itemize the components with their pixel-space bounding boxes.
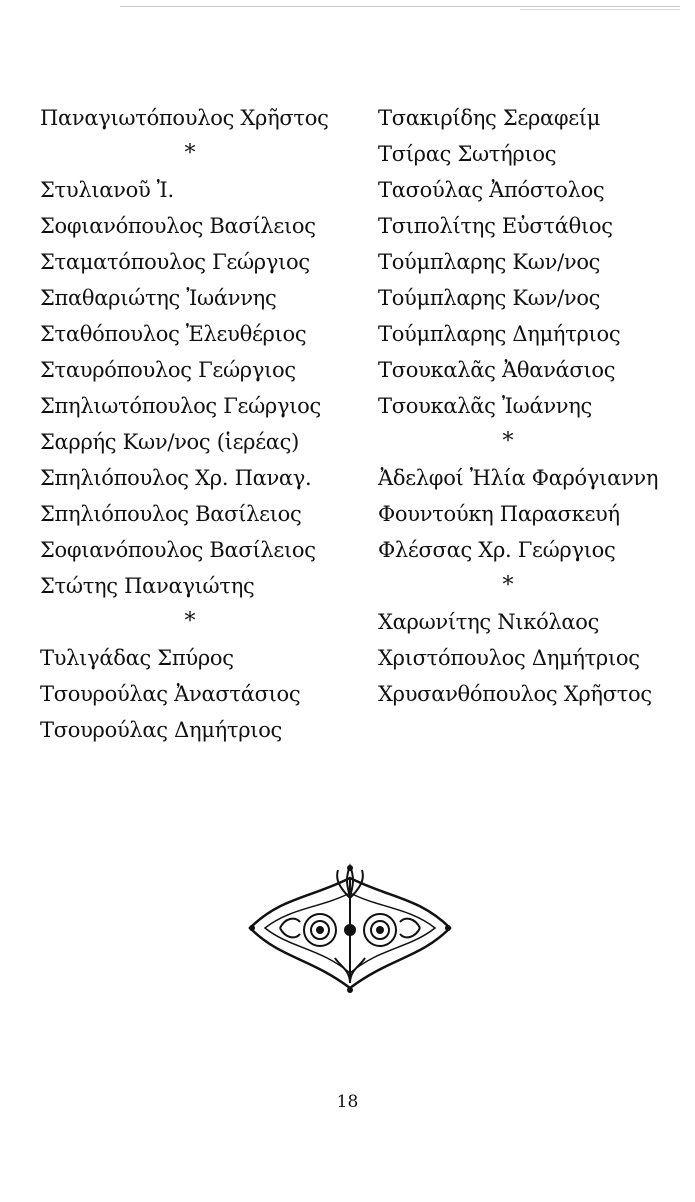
name-entry: Χαρωνίτης Νικόλαος [378,610,600,634]
name-entry: Τασούλας Ἀπόστολος [378,178,605,202]
name-entry: Τσουρούλας Ἀναστάσιος [40,682,301,706]
name-entry: Τσακιρίδης Σεραφείμ [378,106,601,130]
name-entry: Φουντούκη Παρασκευή [378,502,620,526]
name-entry: Τούμπλαρης Κων/νος [378,286,601,310]
section-separator-asterisk: * [502,573,514,598]
name-entry: Τσουκαλᾶς Ἀθανάσιος [378,358,616,382]
top-edge-line-secondary [520,9,680,10]
name-entry: Στυλιανοῦ Ἰ. [40,178,174,202]
name-entry: Τσουκαλᾶς Ἰωάννης [378,394,593,418]
name-entry: Σπηλιόπουλος Βασίλειος [40,502,302,526]
top-edge-line [120,6,680,7]
floral-ornament-icon [240,858,460,998]
name-entry: Τούμπλαρης Κων/νος [378,250,601,274]
name-entry: Τυλιγάδας Σπύρος [40,646,234,670]
name-entry: Στώτης Παναγιώτης [40,574,255,598]
name-entry: Παναγιωτόπουλος Χρῆστος [40,106,329,130]
name-entry: Φλέσσας Χρ. Γεώργιος [378,538,616,562]
section-separator-asterisk: * [184,141,196,166]
name-entry: Σαρρής Κων/νος (ἱερέας) [40,430,300,454]
name-entry: Σοφιανόπουλος Βασίλειος [40,538,316,562]
name-entry: Χρυσανθόπουλος Χρῆστος [378,682,652,706]
name-entry: Σταυρόπουλος Γεώργιος [40,358,296,382]
right-name-column [378,100,678,712]
section-separator-asterisk: * [502,429,514,454]
name-entry: Σπαθαριώτης Ἰωάννης [40,286,277,310]
name-entry: Σπηλιωτόπουλος Γεώργιος [40,394,321,418]
section-separator-asterisk: * [184,609,196,634]
name-entry: Τσιπολίτης Εὐστάθιος [378,214,613,238]
left-name-column [40,100,360,748]
name-entry: Τούμπλαρης Δημήτριος [378,322,621,346]
name-entry: Χριστόπουλος Δημήτριος [378,646,640,670]
name-entry: Σπηλιόπουλος Χρ. Παναγ. [40,466,312,490]
name-entry: Σταματόπουλος Γεώργιος [40,250,310,274]
name-entry: Τσίρας Σωτήριος [378,142,557,166]
name-entry: Τσουρούλας Δημήτριος [40,718,283,742]
name-entry: Σταθόπουλος Ἐλευθέριος [40,322,307,346]
name-entry: Σοφιανόπουλος Βασίλειος [40,214,316,238]
name-entry: Ἀδελφοί Ἠλία Φαρόγιαννη [378,466,659,490]
page-number: 18 [336,1092,359,1112]
